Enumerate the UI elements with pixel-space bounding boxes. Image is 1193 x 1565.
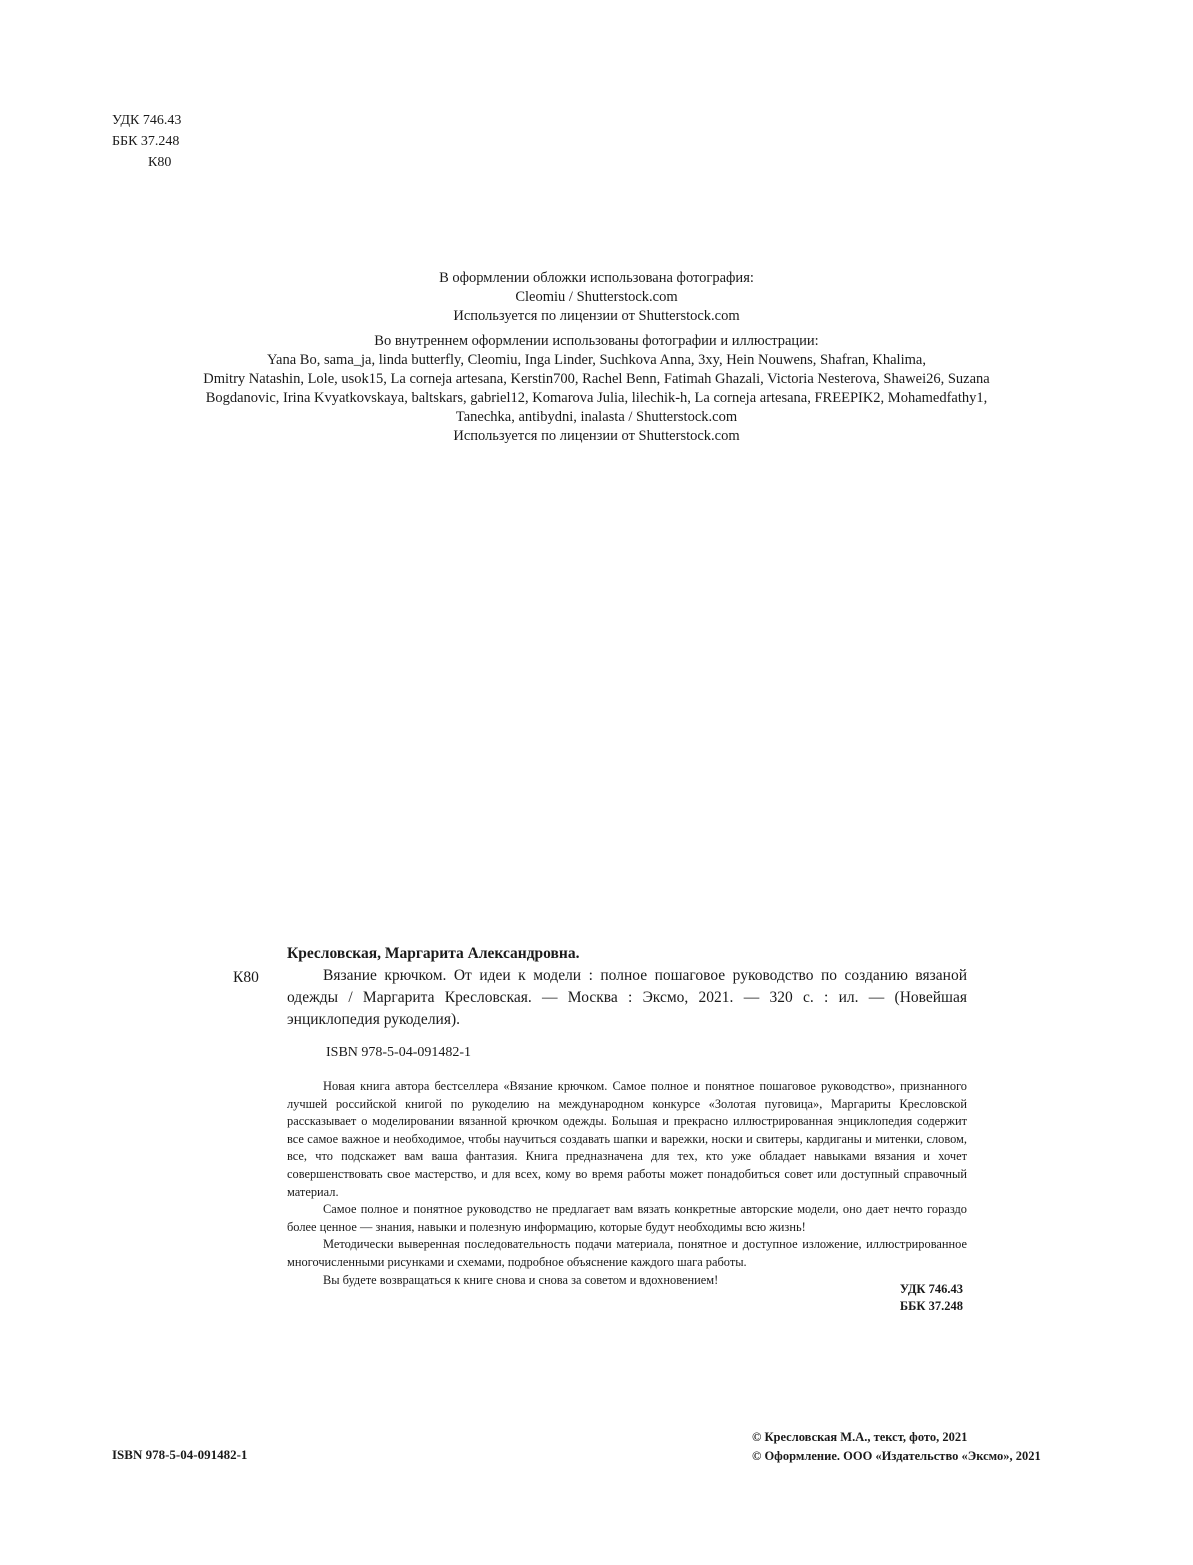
- bbk-code-bottom: ББК 37.248: [899, 1299, 963, 1313]
- annotation-paragraph: Методически выверенная последовательность подачи материала, понятное и доступное изложение, иллюстрированное многочисленными рисунками и схемами, подробное объяснение каждого шага работы.: [287, 1237, 967, 1269]
- footer-isbn: ISBN 978-5-04-091482-1: [112, 1447, 248, 1462]
- annotation-paragraph: Новая книга автора бестселлера «Вязание крючком. Самое полное и понятное пошаговое руководство», признанного лучшей российской книгой по рукоделию на международном конкурсе «Золотая пуговица», Маргариты Кресловской рассказывает о моделировании вязанной крючком одежды. Большая и прекрасно иллюстрированная энциклопедия содержит все самое важное и необходимое, чтобы научиться создавать шапки и варежки, носки и свитеры, кардиганы и митенки, словом, все, что подскажет вам ваша фантазия. Книга предназначена для тех, кто уже обладает навыками вязания и хочет совершенствовать свое мастерство, и для всех, кому во время работы может понадобиться совет или доступный справочный материал.: [287, 1079, 967, 1199]
- copyright-line: © Оформление. ООО «Издательство «Эксмо», 2021: [752, 1449, 1041, 1463]
- annotation-paragraph: Вы будете возвращаться к книге снова и снова за советом и вдохновением!: [323, 1272, 719, 1287]
- top-classification: [112, 110, 181, 173]
- interior-credit-line: Bogdanovic, Irina Kvyatkovskaya, baltskars, gabriel12, Komarova Julia, lilechik-h, La corneja artesana, FREEPIK2, Mohamedfathy1,: [205, 390, 988, 406]
- copyright-line: © Кресловская М.А., текст, фото, 2021: [752, 1430, 968, 1444]
- bib-isbn: ISBN 978-5-04-091482-1: [326, 1045, 472, 1060]
- bib-description-text: Вязание крючком. От идеи к модели : полное пошаговое руководство по созданию вязаной одежды / Маргарита Кресловская. — Москва : Эксмо, 2021. — 320 с. : ил. — (Новейшая энциклопедия рукоделия).: [287, 967, 967, 1028]
- author-sign: К80: [148, 155, 172, 170]
- cover-credit-line: В оформлении обложки использована фотография:: [439, 270, 754, 286]
- photo-credits: [140, 269, 1053, 446]
- annotation-paragraph: Самое полное и понятное руководство не предлагает вам вязать конкретные авторские модели, оно дает нечто гораздо более ценное — знания, навыки и полезную информацию, которые будут необходимы всю жизнь!: [287, 1202, 967, 1234]
- bbk-code: ББК 37.248: [112, 134, 180, 149]
- cover-credit-line: Используется по лицензии от Shutterstock.com: [453, 308, 740, 324]
- bib-sign: К80: [233, 969, 259, 986]
- interior-credit-line: Yana Bo, sama_ja, linda butterfly, Cleomiu, Inga Linder, Suchkova Anna, 3xy, Hein Nouwens, Shafran, Khalima,: [267, 352, 926, 368]
- cover-credit-line: Cleomiu / Shutterstock.com: [515, 289, 678, 305]
- interior-credit-line: Dmitry Natashin, Lole, usok15, La corneja artesana, Kerstin700, Rachel Benn, Fatimah Ghazali, Victoria Nesterova, Shawei26, Suzana: [203, 371, 990, 387]
- interior-credit-line: Используется по лицензии от Shutterstock.com: [453, 428, 740, 444]
- interior-credit-line: Tanechka, antibydni, inalasta / Shutterstock.com: [455, 409, 738, 425]
- bib-author: Кресловская, Маргарита Александровна.: [287, 945, 580, 962]
- udk-code: УДК 746.43: [112, 113, 182, 128]
- annotation: [287, 1078, 967, 1289]
- copyright-block: [752, 1428, 1041, 1466]
- interior-credit-line: Во внутреннем оформлении использованы фотографии и иллюстрации:: [374, 333, 819, 349]
- bib-description: [287, 965, 967, 1031]
- udk-code-bottom: УДК 746.43: [899, 1282, 963, 1296]
- bottom-classification: [820, 1281, 963, 1315]
